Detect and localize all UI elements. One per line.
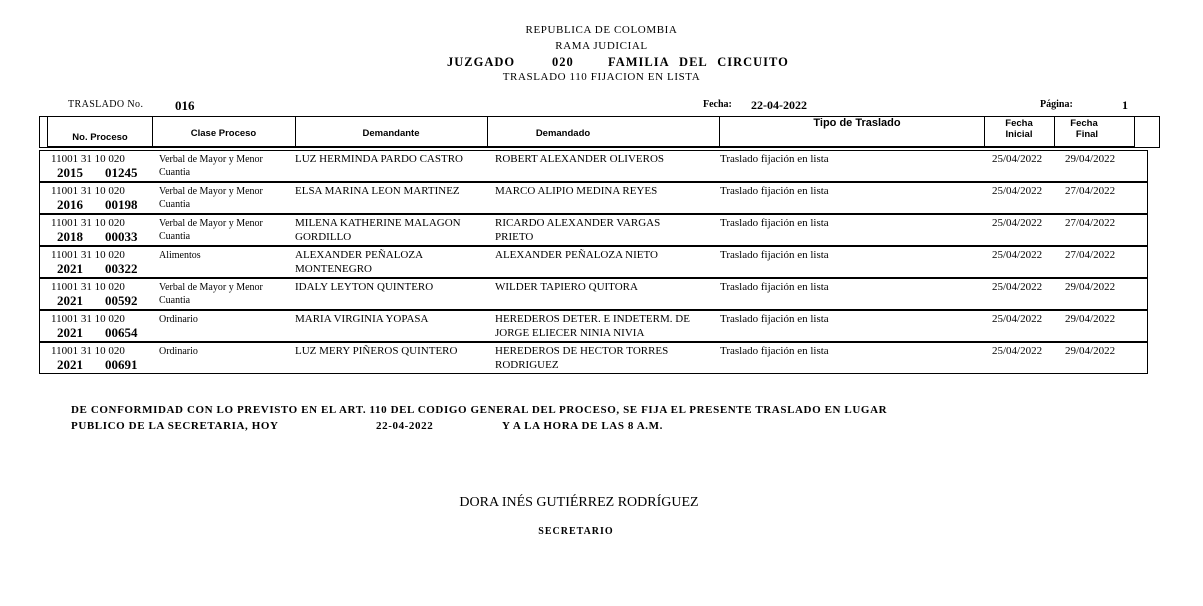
pagina-value: 1: [1122, 98, 1128, 112]
cell-final: 27/04/2022: [1065, 217, 1116, 229]
cell-tipo: Traslado fijación en lista: [720, 281, 829, 293]
cell-code: 11001 31 10 020: [51, 345, 125, 357]
cell-tipo: Traslado fijación en lista: [720, 313, 829, 325]
cell-demandado: PRIETO: [495, 231, 534, 243]
footer-statement-line1: DE CONFORMIDAD CON LO PREVISTO EN EL ART. 110 DEL CODIGO GENERAL DEL PROCESO, SE FIJA EL PRESENTE TRASLADO EN LUGAR: [71, 404, 888, 416]
fecha-label: Fecha:: [703, 99, 732, 110]
cell-year: 2021: [57, 357, 83, 372]
cell-clase: Verbal de Mayor y Menor: [159, 154, 263, 165]
table-row: [39, 278, 1148, 310]
cell-final: 27/04/2022: [1065, 249, 1116, 261]
table-row: [39, 182, 1148, 214]
cell-code: 11001 31 10 020: [51, 281, 125, 293]
header-juzgado-name: FAMILIA DEL CIRCUITO: [608, 55, 789, 69]
cell-final: 29/04/2022: [1065, 313, 1116, 325]
cell-code: 11001 31 10 020: [51, 313, 125, 325]
cell-demandado: RICARDO ALEXANDER VARGAS: [495, 217, 661, 229]
cell-num: 00033: [105, 229, 138, 244]
cell-inicial: 25/04/2022: [992, 249, 1043, 261]
cell-demandado: WILDER TAPIERO QUITORA: [495, 281, 638, 293]
table-row: [39, 150, 1148, 182]
cell-num: 00198: [105, 197, 138, 212]
cell-demandado: ALEXANDER PEÑALOZA NIETO: [495, 249, 658, 261]
cell-demandado: MARCO ALIPIO MEDINA REYES: [495, 185, 658, 197]
header-juzgado-number: 020: [552, 55, 574, 69]
cell-inicial: 25/04/2022: [992, 281, 1043, 293]
col-fecha-final-2: Final: [1075, 129, 1099, 140]
cell-clase: Alimentos: [159, 250, 201, 261]
cell-year: 2021: [57, 261, 83, 276]
cell-demandante: ALEXANDER PEÑALOZA: [295, 249, 424, 261]
cell-clase: Verbal de Mayor y Menor: [159, 282, 263, 293]
cell-inicial: 25/04/2022: [992, 185, 1043, 197]
cell-demandante: MARIA VIRGINIA YOPASA: [295, 313, 429, 325]
col-demandante: Demandante: [362, 128, 420, 139]
cell-demandante: GORDILLO: [295, 231, 352, 243]
col-demandado: Demandado: [535, 128, 591, 139]
cell-final: 29/04/2022: [1065, 345, 1116, 357]
cell-demandante: LUZ MERY PIÑEROS QUINTERO: [295, 345, 458, 357]
header-traslado-line: TRASLADO 110 FIJACION EN LISTA: [502, 71, 701, 83]
header-juzgado-label: JUZGADO: [447, 55, 516, 69]
traslado-label: TRASLADO No.: [68, 99, 144, 110]
signature-title: SECRETARIO: [538, 526, 614, 537]
cell-num: 00322: [105, 261, 138, 276]
cell-num: 00592: [105, 293, 138, 308]
cell-tipo: Traslado fijación en lista: [720, 185, 829, 197]
cell-num: 00691: [105, 357, 138, 372]
cell-demandado: HEREDEROS DETER. E INDETERM. DE: [495, 313, 690, 325]
cell-demandante: LUZ HERMINDA PARDO CASTRO: [295, 153, 463, 165]
cell-inicial: 25/04/2022: [992, 217, 1043, 229]
cell-num: 00654: [105, 325, 138, 340]
cell-clase: Cuantia: [159, 167, 191, 178]
header-rama: RAMA JUDICIAL: [555, 40, 648, 52]
cell-tipo: Traslado fijación en lista: [720, 217, 829, 229]
cell-year: 2015: [57, 165, 83, 180]
col-no-proceso: No. Proceso: [72, 132, 128, 143]
col-tipo-traslado: Tipo de Traslado: [813, 117, 901, 129]
cell-tipo: Traslado fijación en lista: [720, 153, 829, 165]
cell-clase: Cuantia: [159, 295, 191, 306]
table-row: [39, 310, 1148, 342]
footer-date: 22-04-2022: [376, 420, 434, 432]
cell-inicial: 25/04/2022: [992, 345, 1043, 357]
cell-final: 29/04/2022: [1065, 281, 1116, 293]
cell-year: 2021: [57, 293, 83, 308]
cell-demandante: ELSA MARINA LEON MARTINEZ: [295, 185, 460, 197]
cell-clase: Verbal de Mayor y Menor: [159, 186, 263, 197]
cell-final: 27/04/2022: [1065, 185, 1116, 197]
cell-num: 01245: [105, 165, 138, 180]
cell-clase: Cuantia: [159, 231, 191, 242]
cell-year: 2016: [57, 197, 83, 212]
cell-demandante: MONTENEGRO: [295, 263, 372, 275]
cell-clase: Ordinario: [159, 346, 198, 357]
table-row: [39, 246, 1148, 278]
cell-demandante: MILENA KATHERINE MALAGON: [295, 217, 461, 229]
cell-demandante: IDALY LEYTON QUINTERO: [295, 281, 434, 293]
header-republica: REPUBLICA DE COLOMBIA: [525, 24, 678, 36]
cell-tipo: Traslado fijación en lista: [720, 249, 829, 261]
footer-statement-line2: PUBLICO DE LA SECRETARIA, HOY: [71, 420, 279, 432]
col-clase-proceso: Clase Proceso: [190, 128, 257, 139]
cell-code: 11001 31 10 020: [51, 153, 125, 165]
col-fecha-final-1: Fecha: [1070, 118, 1098, 129]
table-row: [39, 214, 1148, 246]
cell-clase: Ordinario: [159, 314, 198, 325]
cell-inicial: 25/04/2022: [992, 313, 1043, 325]
cell-code: 11001 31 10 020: [51, 185, 125, 197]
cell-demandado: JORGE ELIECER NINIA NIVIA: [495, 327, 645, 339]
cell-demandado: HEREDEROS DE HECTOR TORRES: [495, 345, 669, 357]
col-fecha-inicial-1: Fecha: [1005, 118, 1033, 129]
traslado-number: 016: [175, 98, 195, 113]
cell-final: 29/04/2022: [1065, 153, 1116, 165]
col-fecha-inicial-2: Inicial: [1005, 129, 1033, 140]
cell-code: 11001 31 10 020: [51, 249, 125, 261]
cell-code: 11001 31 10 020: [51, 217, 125, 229]
cell-year: 2021: [57, 325, 83, 340]
cell-inicial: 25/04/2022: [992, 153, 1043, 165]
cell-tipo: Traslado fijación en lista: [720, 345, 829, 357]
cell-demandado: RODRIGUEZ: [495, 359, 559, 371]
footer-hour: Y A LA HORA DE LAS 8 A.M.: [502, 420, 663, 432]
fecha-value: 22-04-2022: [751, 98, 807, 112]
signature-name: DORA INÉS GUTIÉRREZ RODRÍGUEZ: [459, 495, 699, 510]
cell-clase: Cuantia: [159, 199, 191, 210]
pagina-label: Página:: [1040, 99, 1073, 110]
cell-year: 2018: [57, 229, 83, 244]
table-row: [39, 342, 1148, 374]
cell-clase: Verbal de Mayor y Menor: [159, 218, 263, 229]
cell-demandado: ROBERT ALEXANDER OLIVEROS: [495, 153, 665, 165]
